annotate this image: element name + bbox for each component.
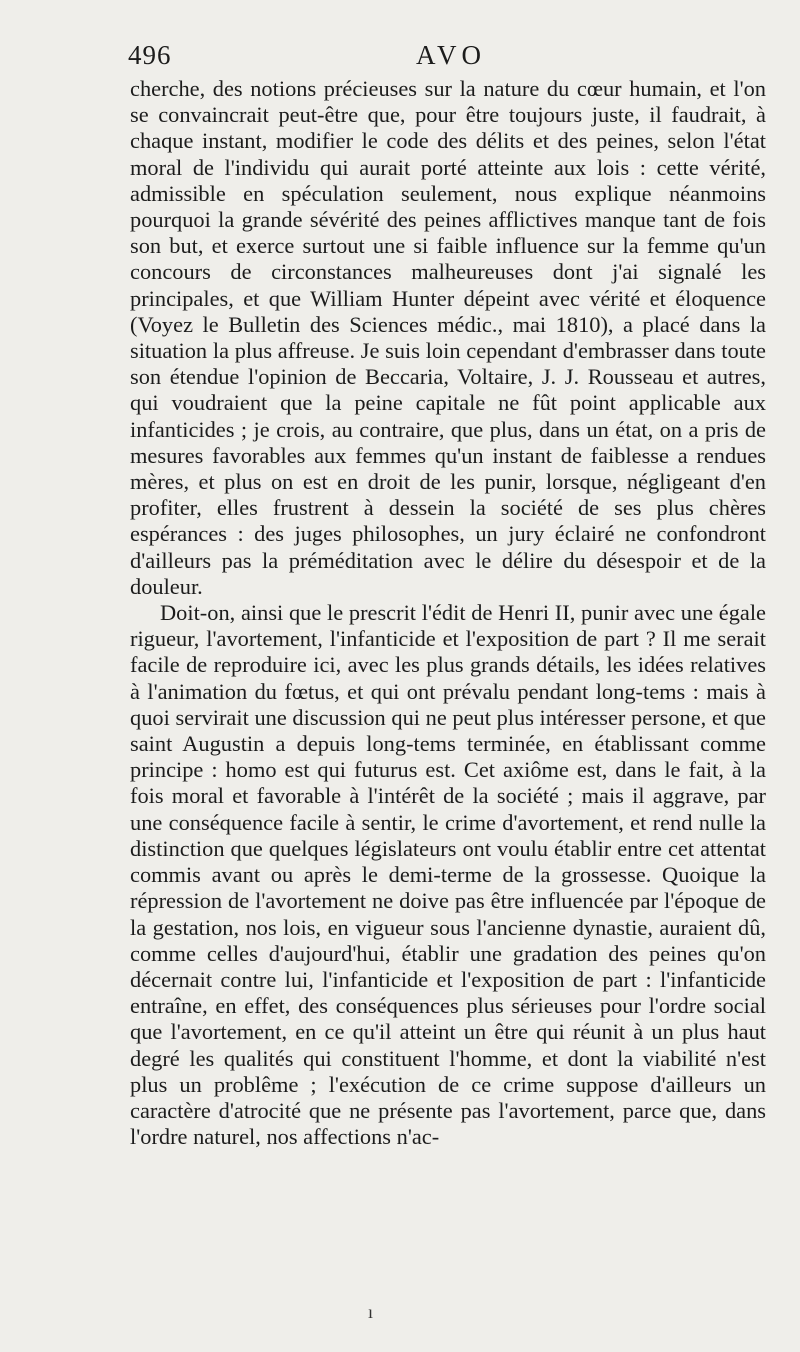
- page-header: [128, 40, 768, 76]
- running-head: AVO: [416, 40, 487, 70]
- page-number: 496: [128, 40, 172, 70]
- body-text: [130, 76, 766, 1150]
- paragraph-2: Doit-on, ainsi que le prescrit l'édit de Henri II, punir avec une égale rigueur, l'avortement, l'infanticide et l'exposition de part ? Il me serait facile de reproduire ici, avec les plus grands détails, les idées relatives à l'animation du fœtus, et qui ont prévalu pendant long-tems : mais à quoi servirait une discussion qui ne peut plus intéresser persone, et que saint Augustin a depuis long-tems terminée, en établissant comme principe : homo est qui futurus est. Cet axiôme est, dans le fait, à la fois moral et favorable à l'intérêt de la société ; mais il aggrave, par une conséquence facile à sentir, le crime d'avortement, et rend nulle la distinction que quelques législateurs ont voulu établir entre cet attentat commis avant ou après le demi-terme de la grossesse. Quoique la répression de l'avortement ne doive pas être influencée par l'époque de la gestation, nos lois, en vigueur sous l'ancienne dynastie, auraient dû, comme celles d'aujourd'hui, établir une gradation des peines qu'on décernait contre lui, l'infanticide et l'exposition de part : l'infanticide entraîne, en effet, des conséquences plus sérieuses pour l'ordre social que l'avortement, en ce qu'il atteint un être qui réunit à un plus haut degré les qualités qui constituent l'homme, et dont la viabilité n'est plus un problême ; l'exécution de ce crime suppose d'ailleurs un caractère d'atrocité que ne présente pas l'avortement, parce que, dans l'ordre naturel, nos affections n'ac-: [130, 600, 766, 1150]
- paragraph-1: cherche, des notions précieuses sur la nature du cœur humain, et l'on se convaincrait peut-être que, pour être toujours juste, il faudrait, à chaque instant, modifier le code des délits et des peines, selon l'état moral de l'individu qui aurait porté atteinte aux lois : cette vérité, admissible en spéculation seulement, nous explique néanmoins pourquoi la grande sévérité des peines afflictives manque tant de fois son but, et exerce surtout une si faible influence sur la femme qu'un concours de circonstances malheureuses dont j'ai signalé les principales, et que William Hunter dépeint avec vérité et éloquence (Voyez le Bulletin des Sciences médic., mai 1810), a placé dans la situation la plus affreuse. Je suis loin cependant d'embrasser dans toute son étendue l'opinion de Beccaria, Voltaire, J. J. Rousseau et autres, qui voudraient que la peine capitale ne fût point applicable aux infanticides ; je crois, au contraire, que plus, dans un état, on a pris de mesures favorables aux femmes qu'un instant de faiblesse a rendues mères, et plus on est en droit de les punir, lorsque, négligeant d'en profiter, elles frustrent à dessein la société de ses plus chères espérances : des juges philosophes, un jury éclairé ne confondront d'ailleurs pas la préméditation avec le délire du désespoir et de la douleur.: [130, 76, 766, 599]
- printer-mark: ı: [368, 1302, 374, 1322]
